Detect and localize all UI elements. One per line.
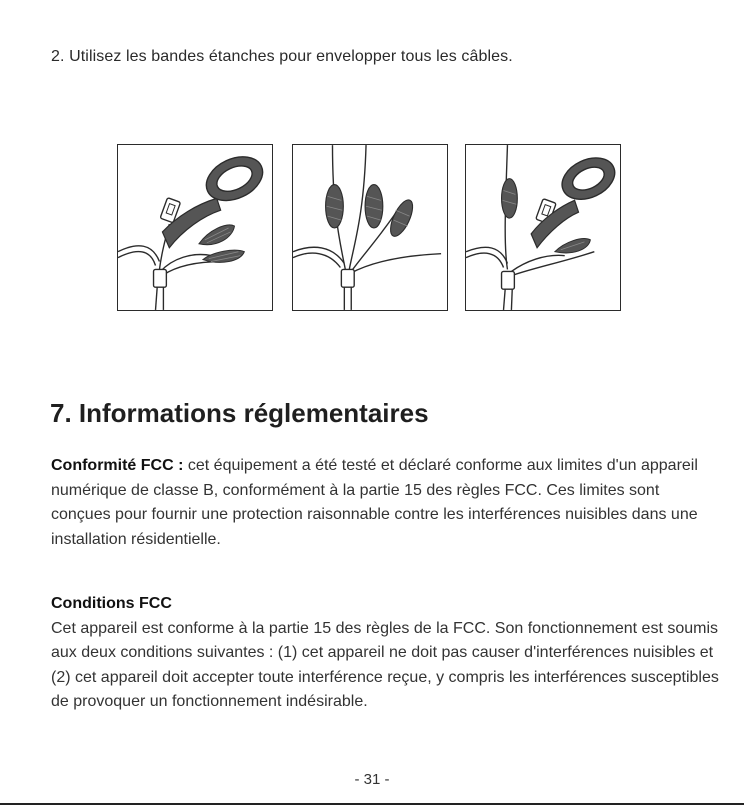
page-number: - 31 -	[354, 771, 390, 788]
cable-tape-illustration-3	[466, 145, 620, 310]
fcc-conditions-paragraph	[51, 592, 721, 715]
illustration-panel-3	[465, 144, 621, 311]
tape-segment	[386, 197, 417, 239]
illustration-panel-1	[117, 144, 273, 311]
instruction-step: 2. Utilisez les bandes étanches pour envelopper tous les câbles.	[51, 48, 513, 65]
cable-tape-illustration-1	[118, 145, 272, 310]
section-heading: 7. Informations réglementaires	[50, 398, 429, 428]
tape-segment	[365, 185, 383, 228]
bottom-divider	[0, 803, 744, 805]
fcc-conditions-title: Conditions FCC	[51, 595, 172, 612]
fcc-conditions-text: Cet appareil est conforme à la partie 15 des règles de la FCC. Son fonctionnement est soumis aux deux conditions suivantes : (1) cet appareil ne doit pas causer d'interférences nuisibles et (2) cet appareil doit accepter toute interférence reçue, y compris les interférences susceptibles de provoquer un fonctionnement indésirable.	[51, 619, 719, 710]
fcc-compliance-paragraph	[51, 454, 721, 552]
illustration-panel-2	[292, 144, 448, 311]
fcc-compliance-label: Conformité FCC :	[51, 457, 184, 474]
tape-segment	[199, 225, 235, 245]
cable-tape-illustration-2	[293, 145, 447, 310]
tape-segment	[502, 179, 518, 218]
fcc-compliance-text: cet équipement a été testé et déclaré conforme aux limites d'un appareil numérique de classe B, conformément à la partie 15 des règles FCC. Ces limites sont conçues pour fournir une protection raisonnable contre les interférences nuisibles dans une installation résidentielle.	[51, 457, 698, 548]
tape-segment	[326, 185, 344, 228]
illustration-row	[0, 0, 744, 320]
